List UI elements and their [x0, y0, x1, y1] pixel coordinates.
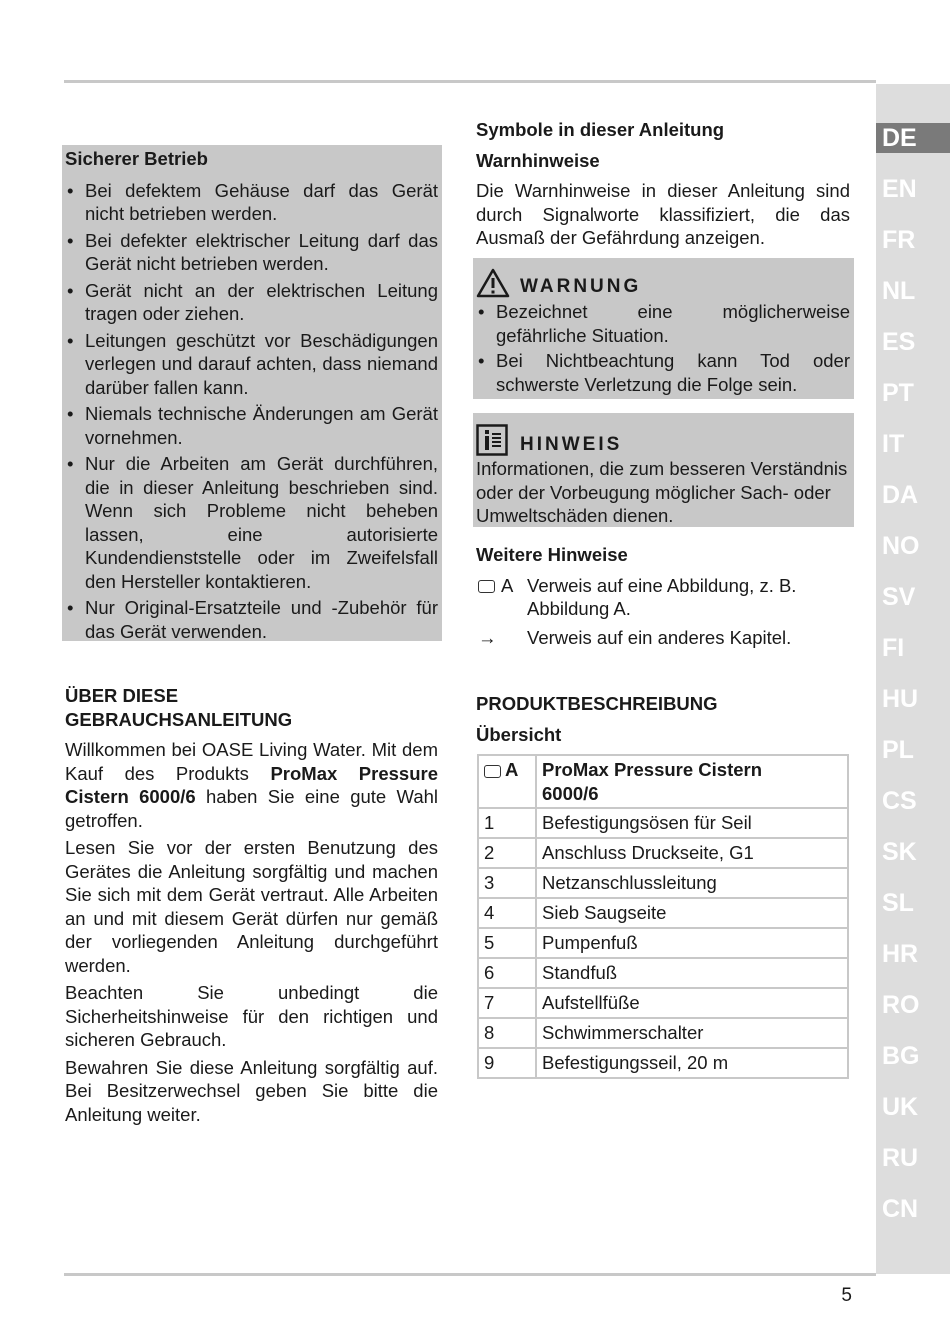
figure-key-letter: A	[501, 574, 514, 596]
table-row	[478, 958, 848, 988]
table-row	[478, 928, 848, 958]
about-paragraph-4: Bewahren Sie diese Anleitung sorgfältig auf. Bei Besitzerwechsel geben Sie bitte die Anleitung weiter.	[65, 1056, 438, 1125]
product-heading: PRODUKTBESCHREIBUNG	[476, 693, 718, 714]
lang-cs[interactable]: CS	[882, 787, 917, 815]
table-header-key	[478, 755, 536, 808]
overview-heading: Übersicht	[476, 723, 562, 745]
safety-item: • Nur Original-Ersatzteile und -Zubehör für das Gerät verwenden.	[65, 596, 438, 643]
lang-ru[interactable]: RU	[882, 1144, 919, 1172]
row-number: 9	[478, 1048, 536, 1078]
lang-cn[interactable]: CN	[882, 1195, 919, 1223]
figure-reference-row	[476, 574, 850, 621]
symbols-section	[476, 118, 850, 254]
warn-text: Die Warnhinweise in dieser Anleitung sind durch Signalworte klassifiziert, die das Ausmaß der Gefährdung anzeigen.	[476, 180, 850, 248]
table-row	[478, 898, 848, 928]
row-label: Sieb Saugseite	[536, 898, 848, 928]
warning-box	[473, 258, 854, 399]
row-number: 6	[478, 958, 536, 988]
table-row	[478, 1018, 848, 1048]
lang-sv[interactable]: SV	[882, 583, 916, 611]
hinweis-label: HINWEIS	[520, 433, 623, 455]
row-number: 8	[478, 1018, 536, 1048]
overview-table	[477, 754, 849, 1079]
row-label: Standfuß	[536, 958, 848, 988]
lang-pl[interactable]: PL	[882, 736, 914, 764]
row-number: 3	[478, 868, 536, 898]
frame-icon	[478, 580, 495, 593]
symbols-heading: Symbole in dieser Anleitung	[476, 119, 725, 140]
lang-es[interactable]: ES	[882, 328, 916, 356]
lang-de[interactable]: DE	[876, 123, 950, 153]
lang-sl[interactable]: SL	[882, 889, 914, 917]
lang-hu[interactable]: HU	[882, 685, 919, 713]
page-number: 5	[841, 1285, 852, 1306]
about-paragraph-3: Beachten Sie unbedingt die Sicherheitshinweise für den richtigen und sicheren Gebrauch.	[65, 982, 438, 1050]
lang-da[interactable]: DA	[882, 481, 919, 509]
product-section	[476, 692, 850, 753]
safety-item: • Gerät nicht an der elektrischen Leitung tragen oder ziehen.	[65, 279, 438, 326]
lang-it[interactable]: IT	[882, 430, 905, 458]
about-section	[65, 684, 438, 1130]
figure-reference-key	[476, 574, 527, 621]
table-header-row	[478, 755, 848, 808]
row-label: Netzanschlussleitung	[536, 868, 848, 898]
top-rule	[64, 80, 876, 83]
row-label: Befestigungsösen für Seil	[536, 808, 848, 838]
row-number: 7	[478, 988, 536, 1018]
about-p1-text-b: haben Sie eine gute Wahl getroffen.	[65, 786, 439, 831]
row-number: 1	[478, 808, 536, 838]
safety-list	[65, 179, 438, 644]
about-p1-text-a: Willkommen bei OASE Living Water. Mit dem Kauf des Produkts	[65, 739, 438, 784]
lang-uk[interactable]: UK	[882, 1093, 919, 1121]
frame-icon	[484, 765, 501, 778]
warning-triangle-icon	[476, 268, 512, 298]
table-key-letter: A	[505, 759, 519, 780]
chapter-reference-row	[476, 626, 850, 650]
lang-bg[interactable]: BG	[882, 1042, 920, 1070]
warning-item: • Bezeichnet eine möglicherweise gefährliche Situation.	[476, 300, 850, 347]
bottom-rule	[64, 1273, 876, 1276]
about-paragraph-1	[65, 738, 438, 832]
table-row	[478, 838, 848, 868]
table-row	[478, 808, 848, 838]
hinweis-box	[473, 413, 854, 527]
row-label: Pumpenfuß	[536, 928, 848, 958]
row-number: 2	[478, 838, 536, 868]
about-heading-line2: GEBRAUCHSANLEITUNG	[65, 708, 293, 730]
safety-box	[62, 145, 442, 641]
lang-nl[interactable]: NL	[882, 277, 916, 305]
lang-no[interactable]: NO	[882, 532, 920, 560]
safety-item: • Bei defekter elektrischer Leitung darf das Gerät nicht betrieben werden.	[65, 229, 438, 276]
warning-header	[476, 266, 850, 298]
lang-fi[interactable]: FI	[882, 634, 905, 662]
overview-table-wrap	[477, 754, 849, 1079]
table-row	[478, 988, 848, 1018]
lang-fr[interactable]: FR	[882, 226, 916, 254]
lang-en[interactable]: EN	[882, 175, 917, 203]
table-header-title: ProMax Pressure Cistern 6000/6	[536, 755, 848, 808]
hinweis-text: Informationen, die zum besseren Verständnis oder der Vorbeugung möglicher Sach- oder Umweltschäden dienen.	[476, 458, 848, 526]
safety-item: • Nur die Arbeiten am Gerät durchführen, die in dieser Anleitung beschrieben sind. Wenn sich Probleme nicht beheben lassen, eine autorisierte Kundendienststelle oder im Zweifelsfall den Hersteller kontaktieren.	[65, 452, 438, 593]
table-row	[478, 868, 848, 898]
row-number: 5	[478, 928, 536, 958]
lang-hr[interactable]: HR	[882, 940, 919, 968]
warn-heading: Warnhinweise	[476, 149, 600, 171]
hinweis-header	[476, 422, 850, 456]
warning-list	[476, 300, 850, 396]
further-notes	[476, 543, 850, 649]
about-heading-line1: ÜBER DIESE	[65, 685, 179, 706]
safety-item: • Leitungen geschützt vor Beschädigungen verlegen und darauf achten, dass niemand darüber fallen kann.	[65, 329, 438, 400]
row-label: Aufstellfüße	[536, 988, 848, 1018]
safety-item: • Bei defektem Gehäuse darf das Gerät nicht betrieben werden.	[65, 179, 438, 226]
info-icon	[476, 424, 512, 456]
lang-ro[interactable]: RO	[882, 991, 920, 1019]
row-label: Anschluss Druckseite, G1	[536, 838, 848, 868]
table-row	[478, 1048, 848, 1078]
warning-label: WARNUNG	[520, 275, 642, 297]
row-number: 4	[478, 898, 536, 928]
row-label: Befestigungsseil, 20 m	[536, 1048, 848, 1078]
safety-title: Sicherer Betrieb	[65, 148, 208, 169]
about-paragraph-2: Lesen Sie vor der ersten Benutzung des Gerätes die Anleitung sorgfältig und machen Sie sich mit dem Gerät vertraut. Alle Arbeiten an und mit diesem Gerät dürfen nur gemäß der vorliegenden Anleitung durchgeführt werden.	[65, 837, 438, 976]
arrow-right-icon: →	[478, 626, 497, 648]
safety-item: • Niemals technische Änderungen am Gerät vornehmen.	[65, 402, 438, 449]
warning-item: • Bei Nichtbeachtung kann Tod oder schwerste Verletzung die Folge sein.	[476, 349, 850, 396]
chapter-reference-text: Verweis auf ein anderes Kapitel.	[527, 626, 792, 648]
language-sidebar	[876, 84, 950, 1274]
row-label: Schwimmerschalter	[536, 1018, 848, 1048]
figure-reference-text: Verweis auf eine Abbildung, z. B. Abbildung A.	[527, 574, 797, 619]
lang-pt[interactable]: PT	[882, 379, 914, 407]
further-heading: Weitere Hinweise	[476, 544, 628, 565]
lang-sk[interactable]: SK	[882, 838, 917, 866]
product-name: ProMax Pressure Cistern 6000/6	[65, 762, 438, 807]
